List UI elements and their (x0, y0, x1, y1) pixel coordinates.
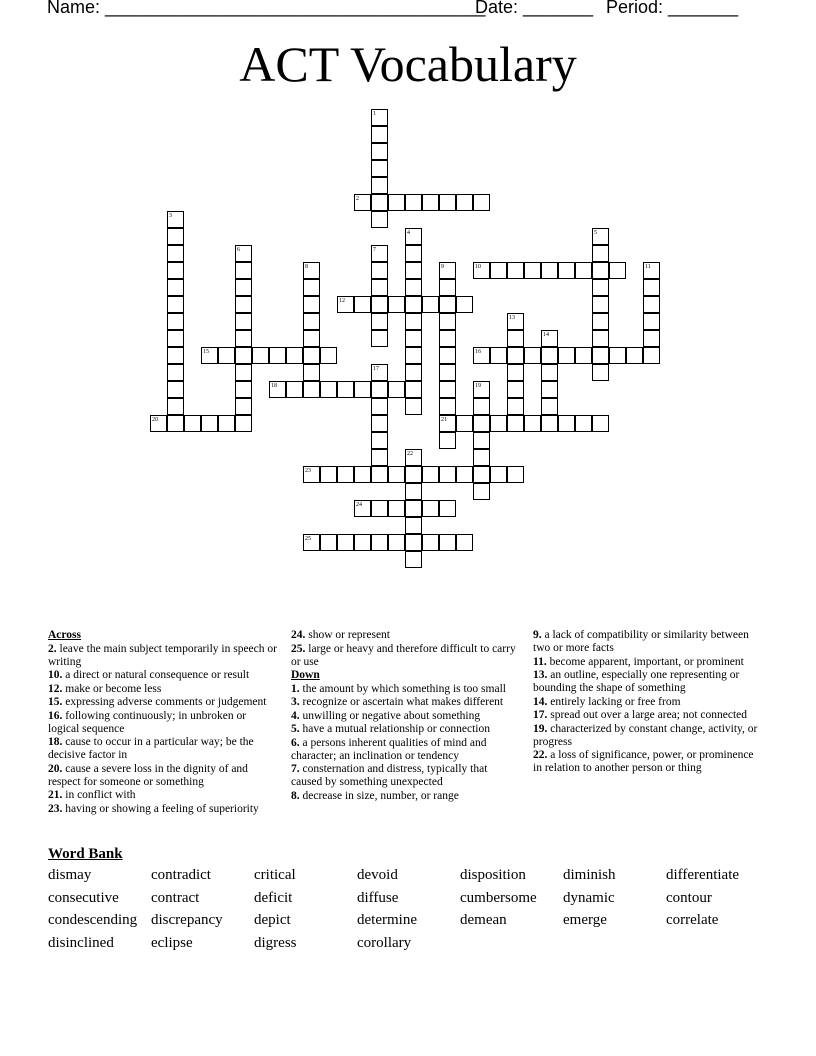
crossword-cell[interactable] (405, 398, 422, 415)
crossword-cell[interactable] (541, 347, 558, 364)
across-clue: 18. cause to occur in a particular way; be the decisive factor in (48, 736, 254, 761)
crossword-cell[interactable] (405, 262, 422, 279)
crossword-cell[interactable] (643, 347, 660, 364)
clue-number-label: 3 (169, 213, 172, 219)
word-bank-item: consecutive (48, 889, 119, 906)
down-clue: 1. the amount by which something is too small (291, 682, 506, 695)
down-clue: 5. have a mutual relationship or connection (291, 723, 490, 735)
crossword-cell[interactable] (405, 517, 422, 534)
word-bank (48, 867, 768, 952)
crossword-cell[interactable] (371, 143, 388, 160)
across-clue: 15. expressing adverse comments or judgement (48, 696, 267, 708)
crossword-cell[interactable] (337, 466, 354, 483)
crossword-cell[interactable] (643, 279, 660, 296)
down-clue: 7. consternation and distress, typically that caused by something unexpected (291, 763, 488, 788)
crossword-cell[interactable] (388, 194, 405, 211)
word-bank-item: dynamic (563, 889, 615, 906)
word-bank-item: diffuse (357, 889, 399, 906)
word-bank-item: deficit (254, 889, 293, 906)
crossword-cell[interactable] (303, 279, 320, 296)
name-field: Name: ______________________________________ (47, 0, 486, 17)
crossword-cell[interactable] (354, 296, 371, 313)
crossword-cell[interactable] (592, 415, 609, 432)
clue-number-label: 20 (152, 417, 158, 423)
clue-number-label: 18 (271, 383, 277, 389)
crossword-cell[interactable] (439, 194, 456, 211)
crossword-cell[interactable] (541, 364, 558, 381)
crossword-cell[interactable] (286, 347, 303, 364)
crossword-cell[interactable] (167, 313, 184, 330)
clue-number-label: 24 (356, 502, 362, 508)
across-clue: 20. cause a severe loss in the dignity of and respect for someone or something (48, 762, 248, 788)
crossword-cell[interactable] (303, 330, 320, 347)
crossword-cell[interactable] (303, 381, 320, 398)
crossword-cell[interactable] (473, 415, 490, 432)
crossword-cell[interactable] (371, 466, 388, 483)
crossword-cell[interactable] (303, 296, 320, 313)
down-clue: 9. a lack of compatibility or similarity between two or more facts (533, 629, 749, 654)
clue-number-label: 23 (305, 468, 311, 474)
crossword-cell[interactable] (643, 330, 660, 347)
crossword-cell[interactable] (388, 534, 405, 551)
crossword-cell[interactable] (439, 296, 456, 313)
clue-number-label: 17 (373, 366, 379, 372)
crossword-cell[interactable] (405, 534, 422, 551)
crossword-cell[interactable] (371, 313, 388, 330)
crossword-cell[interactable] (201, 415, 218, 432)
crossword-cell[interactable] (167, 228, 184, 245)
crossword-cell[interactable] (235, 398, 252, 415)
crossword-cell[interactable] (371, 279, 388, 296)
crossword-cell[interactable] (235, 347, 252, 364)
crossword-cell[interactable] (507, 262, 524, 279)
word-bank-item: eclipse (151, 934, 193, 951)
clue-number-label: 15 (203, 349, 209, 355)
word-bank-item: digress (254, 934, 297, 951)
crossword-cell[interactable] (371, 534, 388, 551)
crossword-cell[interactable] (473, 449, 490, 466)
crossword-cell[interactable] (371, 194, 388, 211)
crossword-cell[interactable] (371, 296, 388, 313)
word-bank-item: emerge (563, 912, 607, 928)
crossword-cell[interactable] (541, 262, 558, 279)
crossword-cell[interactable] (592, 279, 609, 296)
crossword-cell[interactable] (558, 415, 575, 432)
clue-number-label: 11 (645, 264, 651, 270)
crossword-cell[interactable] (218, 415, 235, 432)
date-field: Date: _______ (475, 0, 594, 17)
crossword-cell[interactable] (456, 466, 473, 483)
crossword-cell[interactable] (235, 364, 252, 381)
crossword-cell[interactable] (490, 466, 507, 483)
crossword-cell[interactable] (354, 534, 371, 551)
across-heading: Across (48, 629, 82, 641)
crossword-cell[interactable] (507, 364, 524, 381)
across-clue: 16. following continuously; in unbroken or logical sequence (48, 709, 247, 735)
crossword-cell[interactable] (575, 262, 592, 279)
crossword-cell[interactable] (167, 279, 184, 296)
clue-number-label: 4 (407, 230, 410, 236)
crossword-cell[interactable] (388, 500, 405, 517)
crossword-cell[interactable] (558, 347, 575, 364)
clue-number-label: 21 (441, 417, 447, 423)
clues-column-3 (533, 629, 763, 776)
clue-number-label: 8 (305, 264, 308, 270)
word-bank-item: disposition (460, 867, 526, 883)
crossword-cell[interactable] (167, 296, 184, 313)
crossword-cell[interactable] (320, 534, 337, 551)
crossword-cell[interactable] (541, 398, 558, 415)
crossword-cell[interactable] (422, 500, 439, 517)
crossword-cell[interactable] (473, 483, 490, 500)
word-bank-item: depict (254, 912, 291, 928)
across-clue: 10. a direct or natural consequence or result (48, 669, 250, 681)
clues-column-2 (291, 629, 516, 803)
crossword-cell[interactable] (524, 415, 541, 432)
crossword-cell[interactable] (235, 262, 252, 279)
word-bank-item: discrepancy (151, 912, 223, 928)
crossword-cell[interactable] (439, 330, 456, 347)
down-clue: 6. a persons inherent qualities of mind and character; an inclination or tendency (291, 736, 487, 762)
crossword-cell[interactable] (303, 347, 320, 364)
word-bank-item: condescending (48, 912, 138, 928)
crossword-cell[interactable] (439, 432, 456, 449)
down-clue: 3. recognize or ascertain what makes different (291, 696, 504, 708)
word-bank-item: determine (357, 912, 417, 928)
crossword-cell[interactable] (235, 381, 252, 398)
period-field: Period: _______ (606, 0, 739, 17)
crossword-cell[interactable] (371, 126, 388, 143)
crossword-cell[interactable] (456, 415, 473, 432)
down-clue: 14. entirely lacking or free from (533, 695, 681, 708)
crossword-cell[interactable] (405, 313, 422, 330)
crossword-cell[interactable] (371, 415, 388, 432)
clue-number-label: 6 (237, 247, 240, 253)
crossword-cell[interactable] (405, 347, 422, 364)
crossword-cell[interactable] (592, 262, 609, 279)
word-bank-item: cumbersome (460, 889, 537, 906)
across-clue: 23. having or showing a feeling of superiority (48, 802, 259, 815)
down-heading: Down (291, 669, 320, 681)
page-title: ACT Vocabulary (239, 36, 577, 92)
crossword-cell[interactable] (558, 262, 575, 279)
word-bank-item: contradict (151, 867, 211, 883)
crossword-cell[interactable] (167, 347, 184, 364)
crossword-cell[interactable] (235, 313, 252, 330)
clue-number-label: 9 (441, 264, 444, 270)
crossword-cell[interactable] (490, 415, 507, 432)
crossword-cell[interactable] (371, 449, 388, 466)
across-clue: 12. make or become less (48, 682, 162, 695)
crossword-cell[interactable] (405, 364, 422, 381)
crossword-cell[interactable] (456, 296, 473, 313)
crossword-cell[interactable] (405, 194, 422, 211)
crossword-cell[interactable] (388, 466, 405, 483)
across-clue: 25. large or heavy and therefore difficult to carry or use (291, 642, 516, 668)
crossword-cell[interactable] (524, 347, 541, 364)
clue-number-label: 2 (356, 196, 359, 202)
crossword-cell[interactable] (320, 466, 337, 483)
crossword-cell[interactable] (167, 245, 184, 262)
crossword-cell[interactable] (167, 262, 184, 279)
crossword-cell[interactable] (167, 330, 184, 347)
clue-number-label: 14 (543, 332, 549, 338)
crossword-cell[interactable] (490, 262, 507, 279)
crossword-cell[interactable] (371, 160, 388, 177)
crossword-cell[interactable] (592, 245, 609, 262)
crossword-cell[interactable] (371, 262, 388, 279)
crossword-cell[interactable] (626, 347, 643, 364)
word-bank-item: demean (460, 912, 507, 928)
crossword-cell[interactable] (643, 313, 660, 330)
crossword-cell[interactable] (456, 194, 473, 211)
word-bank-item: dismay (48, 867, 92, 883)
clue-number-label: 19 (475, 383, 481, 389)
crossword-cell[interactable] (473, 466, 490, 483)
crossword-cell[interactable] (592, 347, 609, 364)
crossword-cell[interactable] (405, 500, 422, 517)
crossword-cell[interactable] (456, 534, 473, 551)
crossword-cell[interactable] (303, 313, 320, 330)
crossword-cell[interactable] (575, 415, 592, 432)
crossword-cell[interactable] (507, 381, 524, 398)
crossword-cell[interactable] (354, 381, 371, 398)
crossword-cell[interactable] (439, 347, 456, 364)
down-clue: 4. unwilling or negative about something (291, 709, 481, 722)
word-bank-item: correlate (666, 912, 719, 928)
crossword-cell[interactable] (405, 245, 422, 262)
clue-number-label: 10 (475, 264, 481, 270)
crossword-cell[interactable] (303, 364, 320, 381)
clue-number-label: 1 (373, 111, 376, 117)
crossword-cell[interactable] (371, 330, 388, 347)
crossword-cell[interactable] (320, 381, 337, 398)
down-clue: 22. a loss of significance, power, or prominence in relation to another person or thing (533, 749, 754, 774)
clue-number-label: 5 (594, 230, 597, 236)
crossword-cell[interactable] (507, 398, 524, 415)
crossword-cell[interactable] (575, 347, 592, 364)
crossword-cell[interactable] (405, 466, 422, 483)
crossword-cell[interactable] (439, 381, 456, 398)
across-clue: 21. in conflict with (48, 789, 136, 801)
crossword-cell[interactable] (167, 398, 184, 415)
crossword-cell[interactable] (235, 296, 252, 313)
crossword-cell[interactable] (286, 381, 303, 398)
down-clue: 17. spread out over a large area; not connected (533, 709, 748, 721)
crossword-cell[interactable] (422, 194, 439, 211)
crossword-cell[interactable] (371, 381, 388, 398)
clue-number-label: 12 (339, 298, 345, 304)
crossword-cell[interactable] (337, 381, 354, 398)
crossword-cell[interactable] (592, 313, 609, 330)
crossword-cell[interactable] (371, 500, 388, 517)
crossword-cell[interactable] (269, 347, 286, 364)
crossword-cell[interactable] (405, 483, 422, 500)
crossword-cell[interactable] (490, 347, 507, 364)
crossword-cell[interactable] (439, 466, 456, 483)
crossword-cell[interactable] (507, 466, 524, 483)
crossword-cell[interactable] (371, 177, 388, 194)
crossword-cell[interactable] (422, 466, 439, 483)
crossword-cell[interactable] (541, 381, 558, 398)
crossword-cell[interactable] (184, 415, 201, 432)
crossword-cell[interactable] (405, 296, 422, 313)
crossword-cell[interactable] (235, 415, 252, 432)
crossword-cell[interactable] (235, 330, 252, 347)
down-clue: 8. decrease in size, number, or range (291, 789, 459, 802)
crossword-cell[interactable] (473, 398, 490, 415)
crossword-cell[interactable] (405, 330, 422, 347)
crossword-cell[interactable] (388, 381, 405, 398)
crossword-cell[interactable] (439, 398, 456, 415)
crossword-cell[interactable] (473, 194, 490, 211)
crossword-cell[interactable] (592, 364, 609, 381)
crossword-cell[interactable] (524, 262, 541, 279)
crossword-cell[interactable] (541, 415, 558, 432)
crossword-cell[interactable] (439, 500, 456, 517)
word-bank-item: contract (151, 889, 200, 906)
crossword-cell[interactable] (320, 347, 337, 364)
clue-number-label: 13 (509, 315, 515, 321)
crossword-cell[interactable] (167, 364, 184, 381)
crossword-cell[interactable] (422, 534, 439, 551)
crossword-cell[interactable] (609, 262, 626, 279)
crossword-cell[interactable] (405, 551, 422, 568)
crossword-cell[interactable] (337, 534, 354, 551)
down-clue: 19. characterized by constant change, activity, or progress (533, 722, 758, 748)
crossword-cell[interactable] (592, 296, 609, 313)
word-bank-item: corollary (357, 934, 412, 951)
crossword-cell[interactable] (371, 398, 388, 415)
crossword-cell[interactable] (507, 330, 524, 347)
crossword-cell[interactable] (592, 330, 609, 347)
crossword-cell[interactable] (218, 347, 235, 364)
crossword-cell[interactable] (439, 534, 456, 551)
crossword-cell[interactable] (439, 279, 456, 296)
clue-number-label: 16 (475, 349, 481, 355)
down-clue: 11. become apparent, important, or prominent (533, 655, 744, 668)
word-bank-item: diminish (563, 867, 616, 883)
crossword-cell[interactable] (354, 466, 371, 483)
crossword-cell[interactable] (252, 347, 269, 364)
crossword-cell[interactable] (405, 381, 422, 398)
word-bank-title: Word Bank (48, 846, 123, 862)
crossword-cell[interactable] (609, 347, 626, 364)
crossword-cell[interactable] (371, 432, 388, 449)
word-bank-item: devoid (357, 867, 398, 883)
down-clue: 13. an outline, especially one representing or bounding the shape of something (533, 669, 740, 694)
clue-number-label: 7 (373, 247, 376, 253)
crossword-cell[interactable] (507, 347, 524, 364)
crossword-cell[interactable] (439, 364, 456, 381)
clue-number-label: 25 (305, 536, 311, 542)
across-clue: 24. show or represent (291, 629, 391, 641)
word-bank-item: contour (666, 889, 712, 906)
across-clue: 2. leave the main subject temporarily in speech or writing (48, 642, 277, 668)
crossword-cell[interactable] (473, 432, 490, 449)
crossword-cell[interactable] (167, 381, 184, 398)
crossword-cell[interactable] (235, 279, 252, 296)
crossword-cell[interactable] (439, 313, 456, 330)
crossword-cell[interactable] (405, 279, 422, 296)
crossword-cell[interactable] (422, 296, 439, 313)
clue-number-label: 22 (407, 451, 413, 457)
crossword-cell[interactable] (167, 415, 184, 432)
word-bank-item: differentiate (666, 867, 740, 883)
crossword-cell[interactable] (388, 296, 405, 313)
word-bank-item: disinclined (48, 934, 114, 951)
word-bank-item: critical (254, 867, 296, 883)
crossword-cell[interactable] (507, 415, 524, 432)
clues-column-1 (48, 629, 278, 816)
crossword-cell[interactable] (643, 296, 660, 313)
crossword-cell[interactable] (371, 211, 388, 228)
